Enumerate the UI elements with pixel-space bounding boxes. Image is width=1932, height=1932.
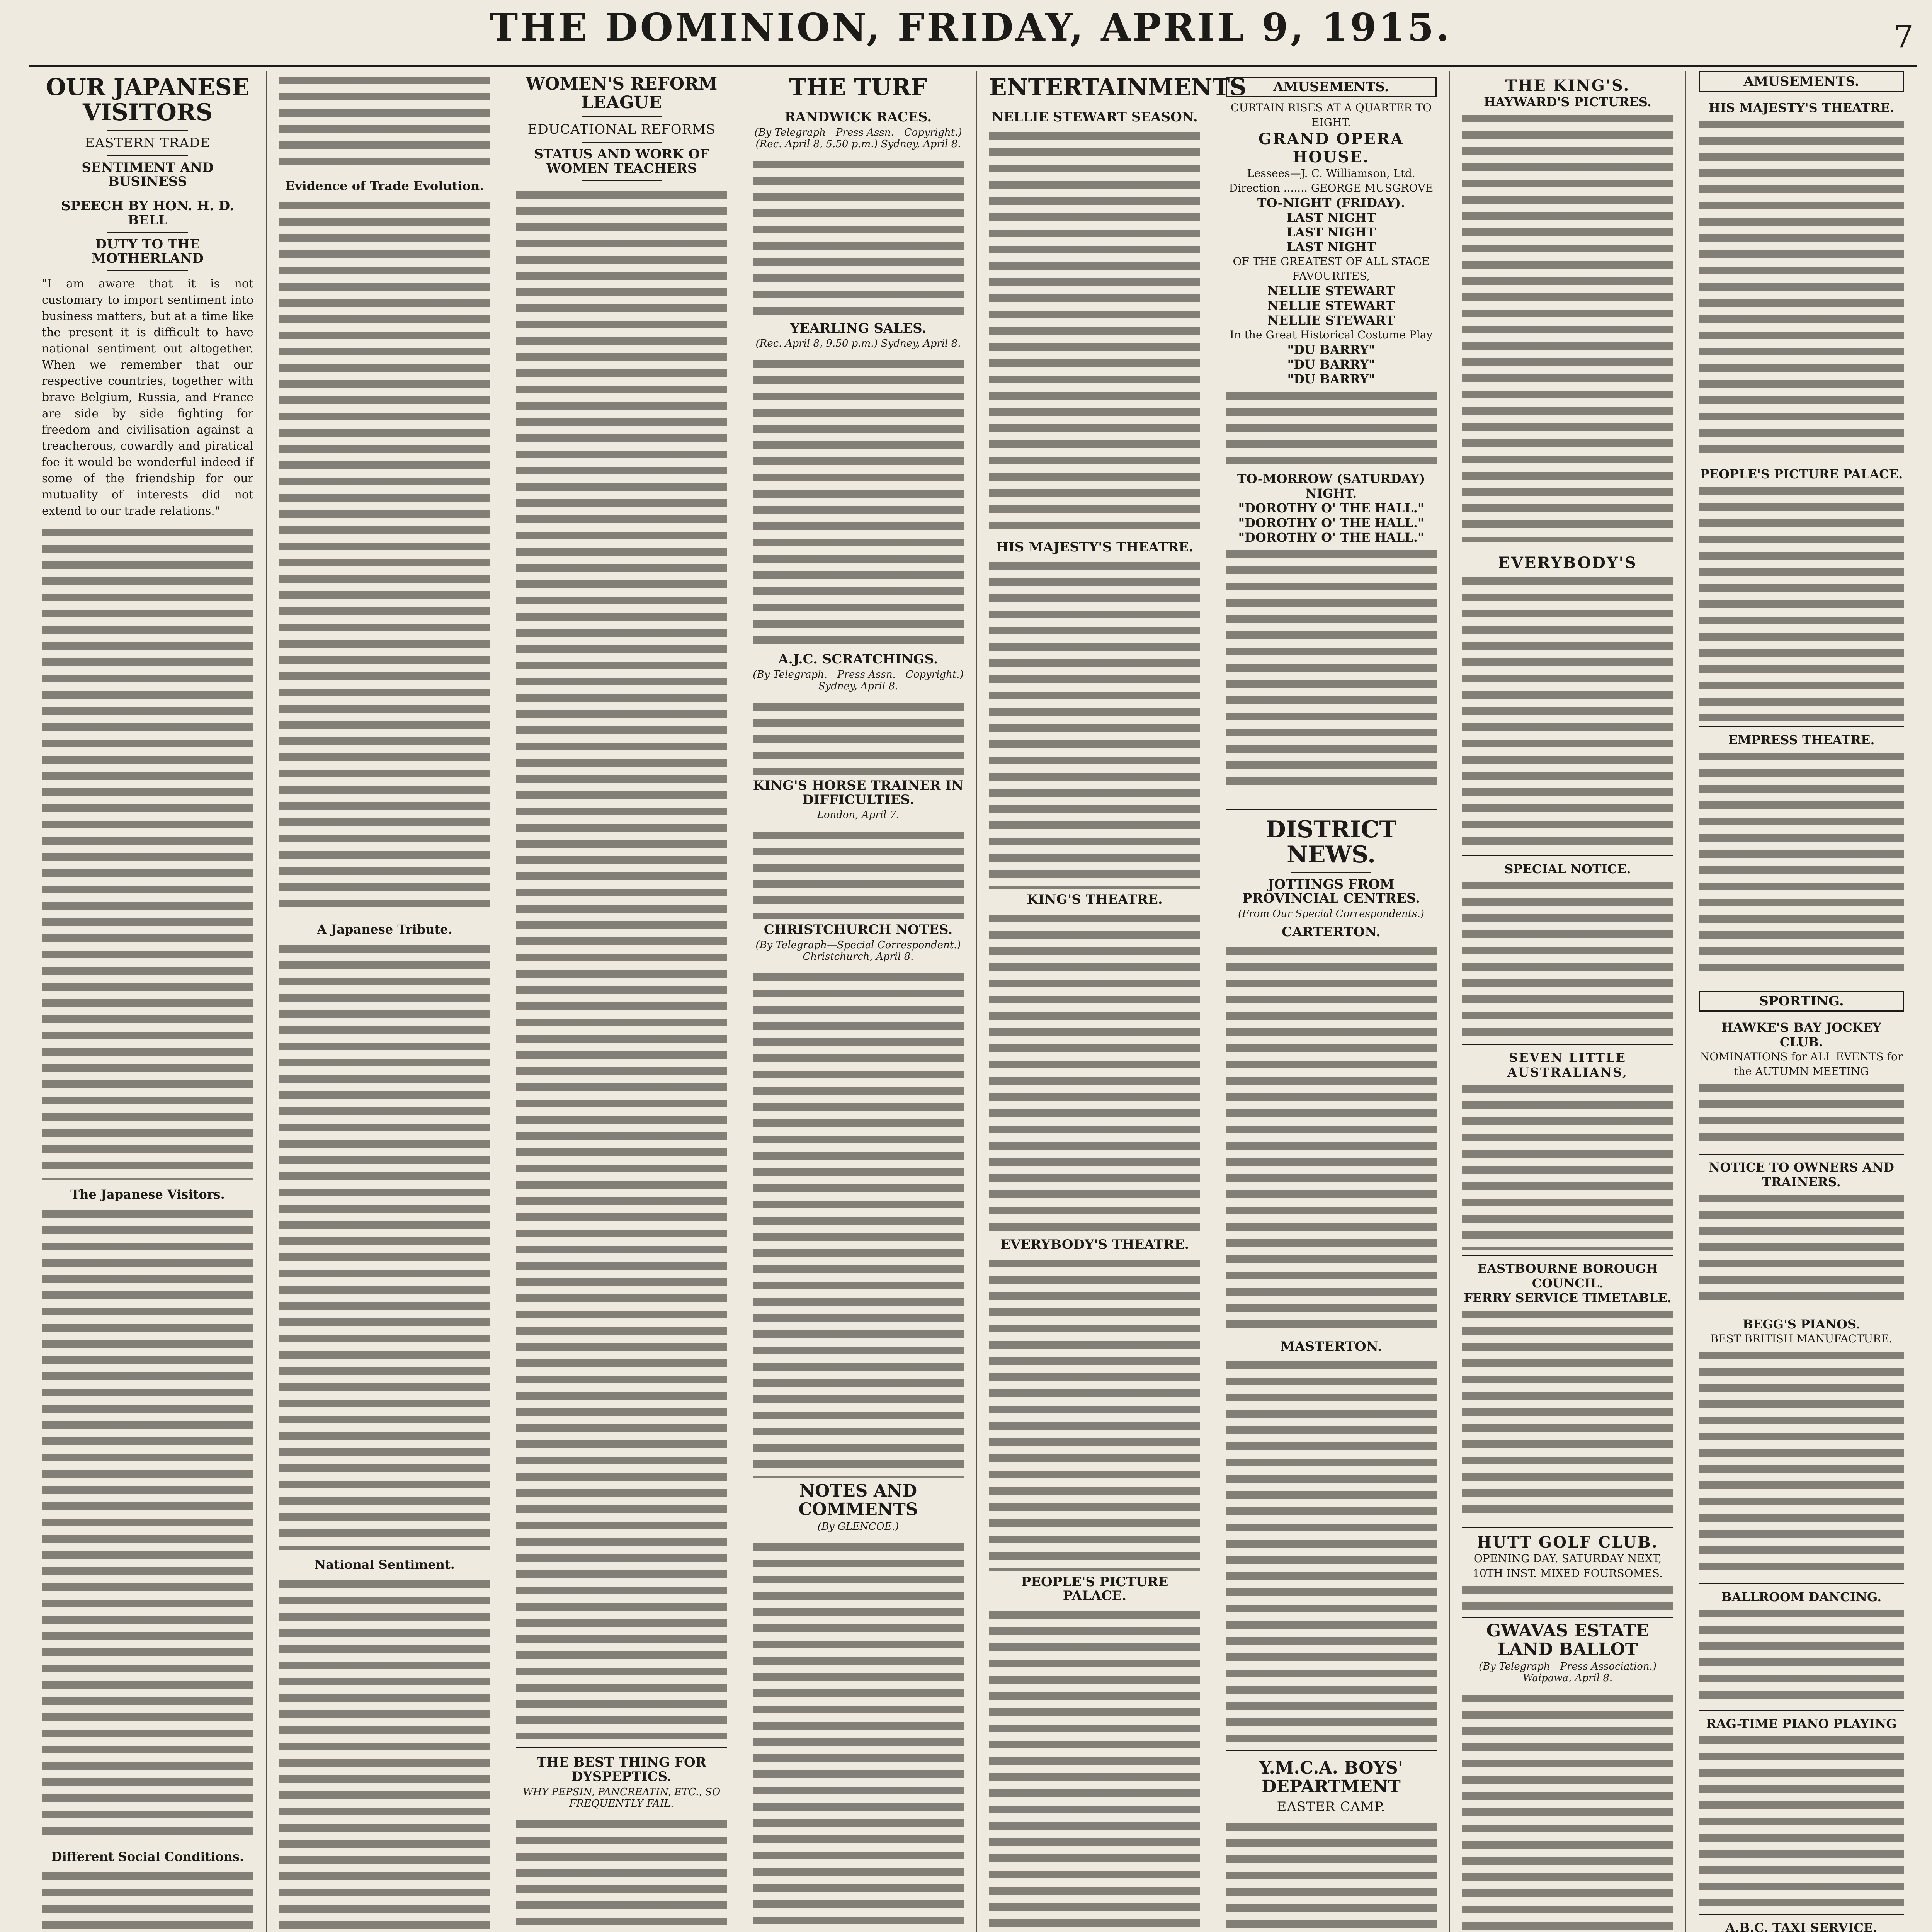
ad-empress — [1699, 727, 1904, 985]
paper-name: THE DOMINION, — [490, 5, 882, 50]
sec-kings-horse-credit: London, April 7. — [817, 809, 900, 821]
article-body — [279, 1575, 490, 1932]
article-body — [753, 826, 964, 919]
hawkes-bay-sub: NOMINATIONS for ALL EVENTS for the AUTUMN MEETING — [1700, 1050, 1903, 1078]
masthead-rule — [29, 65, 1917, 67]
ad-text — [1699, 1731, 1904, 1909]
ad-notice — [1699, 1155, 1904, 1311]
ad-grand-opera-house — [1226, 71, 1437, 798]
taxi: A.B.C. TAXI SERVICE. — [1725, 1920, 1878, 1932]
article-body — [753, 968, 964, 1478]
article-body — [42, 523, 253, 1180]
headline-entertainments: ENTERTAINMENTS — [989, 74, 1247, 101]
tomorrow-play-3: "DOROTHY O' THE HALL." — [1238, 530, 1424, 545]
ad-text — [1462, 1080, 1673, 1250]
peoples: PEOPLE'S PICTURE PALACE. — [1700, 467, 1903, 481]
play-title-1: "DU BARRY" — [1287, 342, 1375, 357]
ad-text — [1462, 572, 1673, 850]
subhead-trade-evolution: Evidence of Trade Evolution. — [285, 179, 484, 193]
subhead-japanese-tribute: A Japanese Tribute. — [317, 922, 452, 937]
curtain-rises: CURTAIN RISES AT A QUARTER TO EIGHT. — [1231, 101, 1432, 129]
headline-ymca: Y.M.C.A. BOYS' DEPARTMENT — [1259, 1758, 1403, 1796]
column-7 — [1449, 71, 1685, 1932]
gwavas-credit: (By Telegraph—Press Association.) Waipawa, April 8. — [1479, 1661, 1656, 1684]
sec-randwick-credit: (By Telegraph—Press Assn.—Copyright.) (Rec. April 8, 5.50 p.m.) Sydney, April 8. — [754, 126, 962, 150]
article-body — [989, 127, 1200, 536]
article-body — [753, 1538, 964, 1932]
ad-ragtime — [1699, 1711, 1904, 1915]
hutt-golf-sub: OPENING DAY. SATURDAY NEXT, 10TH INST. MIXED FOURSOMES. — [1473, 1552, 1663, 1580]
district-credit: (From Our Special Correspondents.) — [1238, 908, 1424, 920]
headline-japanese-visitors: OUR JAPANESE VISITORS — [46, 74, 250, 126]
column-5 — [976, 71, 1247, 1932]
headline-womens-reform: WOMEN'S REFORM LEAGUE — [526, 74, 718, 112]
sec-kings-theatre: KING'S THEATRE. — [1027, 892, 1163, 908]
subhead-social-conditions: Different Social Conditions. — [51, 1849, 244, 1864]
deck-women-teachers: STATUS AND WORK OF WOMEN TEACHERS — [534, 146, 709, 176]
article-body — [1462, 1689, 1673, 1932]
ad-special-notice — [1462, 856, 1673, 1045]
kings-title: THE KING'S. — [1505, 77, 1630, 95]
article-body — [753, 155, 964, 318]
sporting-label: SPORTING. — [1699, 991, 1904, 1012]
article-body — [989, 1605, 1200, 1932]
sec-christchurch: CHRISTCHURCH NOTES. — [764, 922, 953, 938]
last-night-3: LAST NIGHT — [1286, 240, 1376, 254]
town-masterton: MASTERTON. — [1280, 1338, 1382, 1354]
play-title-3: "DU BARRY" — [1287, 372, 1375, 386]
his-majestys: HIS MAJESTY'S THEATRE. — [1708, 100, 1895, 115]
deck-eastern-trade: EASTERN TRADE — [85, 135, 211, 151]
beggs: BEGG'S PIANOS. — [1742, 1317, 1861, 1332]
column-8 — [1685, 71, 1917, 1932]
column-4 — [740, 71, 976, 1932]
sec-peoples-palace: PEOPLE'S PICTURE PALACE. — [1021, 1574, 1168, 1604]
article-body — [989, 556, 1200, 889]
hutt-golf: HUTT GOLF CLUB. — [1477, 1533, 1658, 1551]
article-body — [753, 697, 964, 775]
article-body — [279, 71, 490, 172]
article-body — [42, 1205, 253, 1842]
sec-kings-horse: KING'S HORSE TRAINER IN DIFFICULTIES. — [753, 777, 964, 808]
lessees: Lessees—J. C. Williamson, Ltd. — [1247, 167, 1415, 180]
column-3 — [503, 71, 740, 1932]
sec-randwick: RANDWICK RACES. — [784, 109, 932, 125]
hawkes-bay: HAWKE'S BAY JOCKEY CLUB. — [1721, 1020, 1881, 1049]
page-number: 7 — [1894, 19, 1913, 54]
deck-sentiment-business: SENTIMENT AND BUSINESS — [82, 160, 214, 190]
issue-date: FRIDAY, APRIL 9, 1915. — [897, 5, 1452, 50]
direction: Direction ....... GEORGE MUSGROVE — [1229, 182, 1434, 194]
special-notice: SPECIAL NOTICE. — [1504, 862, 1631, 876]
subhead-national-sentiment: National Sentiment. — [315, 1557, 455, 1572]
ad-text — [1699, 1189, 1904, 1305]
ad-taxi — [1699, 1915, 1904, 1932]
deck-duty-motherland: DUTY TO THE MOTHERLAND — [92, 236, 204, 267]
article-body — [989, 909, 1200, 1234]
tomorrow-play-2: "DOROTHY O' THE HALL." — [1238, 515, 1424, 530]
headline-district-news: DISTRICT NEWS. — [1265, 816, 1397, 868]
subhead-japanese-visitors: The Japanese Visitors. — [70, 1187, 225, 1202]
lede-paragraph: "I am aware that it is not customary to import sentiment into business matters, but at a time like the present it is difficult to have national sentiment out altogether. When we remember that our respective countries, together with brave Belgium, Russia, and France are side by side fighting for freedom and civilisation against a treacherous, cowardly and piratical foe it would be wonderful indeed if some of the friendship for our mutuality of interests did not extend to our trade relations." — [42, 277, 253, 518]
seven-little: SEVEN LITTLE AUSTRALIANS, — [1507, 1050, 1628, 1080]
article-body — [989, 1254, 1200, 1571]
tonight: TO-NIGHT (FRIDAY). — [1257, 196, 1405, 210]
sec-scratchings-credit: (By Telegraph.—Press Assn.—Copyright.) Sydney, April 8. — [753, 668, 964, 692]
deck-educational-reforms: EDUCATIONAL REFORMS — [527, 122, 716, 138]
ad-kings — [1462, 71, 1673, 548]
sec-everybodys: EVERYBODY'S THEATRE. — [1000, 1236, 1189, 1252]
ad-beggs — [1699, 1311, 1904, 1584]
ad-text — [1462, 109, 1673, 542]
sec-christchurch-credit: (By Telegraph—Special Correspondent.) Christchurch, April 8. — [755, 939, 961, 963]
town-carterton: CARTERTON. — [1282, 924, 1381, 940]
article-body — [516, 185, 727, 1739]
ad-text — [1462, 1305, 1673, 1522]
ad-everybodys — [1462, 548, 1673, 856]
sec-nellie-stewart: NELLIE STEWART SEASON. — [992, 109, 1198, 125]
ad-text — [1226, 386, 1437, 471]
article-body — [753, 355, 964, 648]
ad-his-majestys — [1699, 95, 1904, 461]
star-3: NELLIE STEWART — [1267, 313, 1395, 328]
headline-gwavas: GWAVAS ESTATE LAND BALLOT — [1486, 1621, 1649, 1659]
article-body — [42, 1867, 253, 1932]
star-1: NELLIE STEWART — [1267, 284, 1395, 298]
masthead — [0, 5, 1932, 63]
sec-yearling: YEARLING SALES. — [790, 320, 927, 336]
last-night-2: LAST NIGHT — [1286, 225, 1376, 240]
article-body — [279, 196, 490, 915]
article-body — [1226, 942, 1437, 1336]
ferry: FERRY SERVICE TIMETABLE. — [1464, 1291, 1672, 1305]
tomorrow: TO-MORROW (SATURDAY) NIGHT. — [1237, 471, 1425, 501]
notice: NOTICE TO OWNERS AND TRAINERS. — [1709, 1160, 1894, 1189]
ad-dyspeptics-deck: WHY PEPSIN, PANCREATIN, ETC., SO FREQUENTLY FAIL. — [522, 1786, 721, 1810]
sec-notes-credit: (By GLENCOE.) — [817, 1521, 899, 1533]
ad-seven-little — [1462, 1045, 1673, 1256]
ad-ballroom — [1699, 1584, 1904, 1711]
tomorrow-play-1: "DOROTHY O' THE HALL." — [1238, 501, 1424, 515]
deck-jottings: JOTTINGS FROM PROVINCIAL CENTRES. — [1242, 876, 1420, 906]
deck-speech: SPEECH BY HON. H. D. BELL — [61, 198, 234, 228]
last-night-1: LAST NIGHT — [1286, 210, 1376, 225]
greatest: OF THE GREATEST OF ALL STAGE FAVOURITES, — [1233, 255, 1430, 282]
eastbourne: EASTBOURNE BOROUGH COUNCIL. — [1477, 1261, 1658, 1291]
ad-text — [1699, 1079, 1904, 1148]
column-2 — [266, 71, 503, 1932]
ad-text — [1462, 1581, 1673, 1612]
article-body — [279, 940, 490, 1550]
ad-dyspeptics-headline: THE BEST THING FOR DYSPEPTICS. — [537, 1755, 706, 1785]
everybodys-title: EVERYBODY'S — [1498, 554, 1637, 572]
grand-opera-title: GRAND OPERA HOUSE. — [1258, 130, 1404, 166]
ad-text — [1699, 1604, 1904, 1705]
ad-text — [1699, 1346, 1904, 1578]
ragtime: RAG-TIME PIANO PLAYING — [1706, 1716, 1897, 1731]
ad-text — [1226, 545, 1437, 792]
amusements-label-2: AMUSEMENTS. — [1699, 71, 1904, 92]
article-body — [1226, 1356, 1437, 1742]
sec-yearling-credit: (Rec. April 8, 9.50 p.m.) Sydney, April 8. — [755, 338, 961, 350]
sec-his-majestys: HIS MAJESTY'S THEATRE. — [996, 539, 1194, 555]
ad-body — [516, 1815, 727, 1932]
empress: EMPRESS THEATRE. — [1728, 733, 1875, 747]
ad-peoples — [1699, 461, 1904, 727]
ad-hawkes-bay — [1699, 1015, 1904, 1155]
kings-sub: HAYWARD'S PICTURES. — [1484, 95, 1651, 109]
ad-hutt-golf — [1462, 1528, 1673, 1618]
ballroom: BALLROOM DANCING. — [1721, 1590, 1882, 1604]
sec-scratchings: A.J.C. SCRATCHINGS. — [778, 651, 938, 667]
play-title-2: "DU BARRY" — [1287, 357, 1375, 372]
beggs-sub: BEST BRITISH MANUFACTURE. — [1710, 1332, 1893, 1345]
headline-the-turf: THE TURF — [789, 74, 927, 101]
deck-easter-camp: EASTER CAMP. — [1277, 1799, 1386, 1815]
star-2: NELLIE STEWART — [1267, 298, 1395, 313]
article-body — [1226, 1818, 1437, 1932]
amusements-label: AMUSEMENTS. — [1226, 77, 1437, 97]
column-6 — [1213, 71, 1449, 1932]
sec-notes-comments: NOTES AND COMMENTS — [798, 1481, 918, 1519]
masthead-title — [0, 5, 1932, 50]
column-1 — [29, 71, 266, 1932]
ad-eastbourne — [1462, 1256, 1673, 1528]
ad-text — [1699, 481, 1904, 721]
ad-text — [1699, 747, 1904, 979]
ad-text — [1699, 115, 1904, 455]
ad-text — [1462, 876, 1673, 1039]
play-line: In the Great Historical Costume Play — [1230, 328, 1433, 341]
